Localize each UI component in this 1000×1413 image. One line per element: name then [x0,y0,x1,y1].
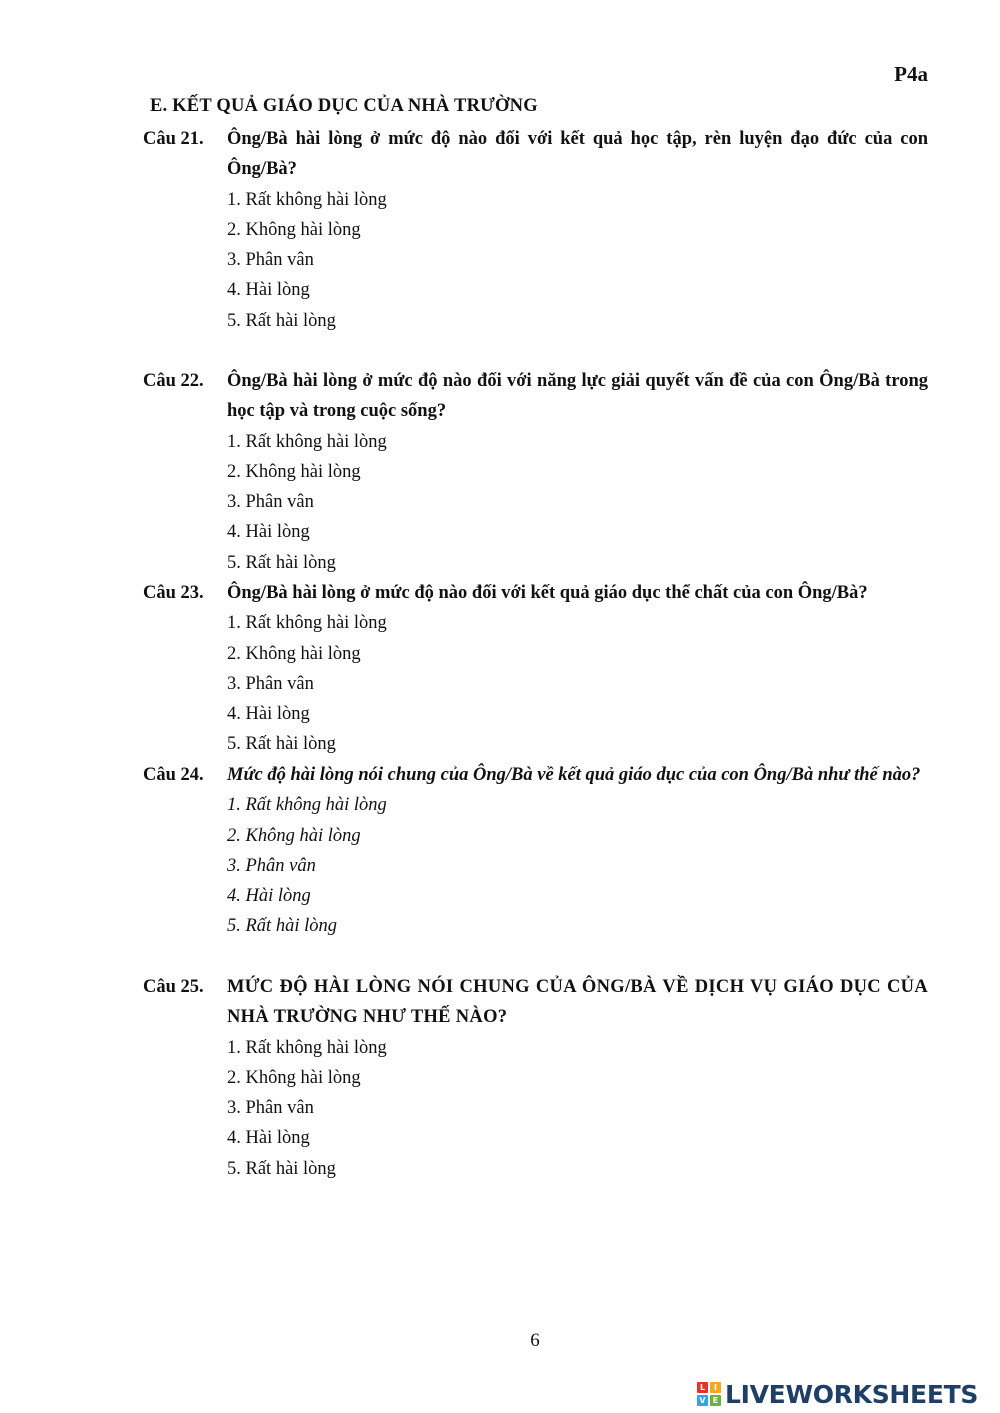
option-2[interactable]: 2. Không hài lòng [227,461,361,482]
option-3[interactable]: 3. Phân vân [227,855,316,876]
answer-options [143,185,928,336]
question-text: Ông/Bà hài lòng ở mức độ nào đối với năng lực giải quyết vấn đề của con Ông/Bà trong học tập và trong cuộc sống? [227,371,928,422]
option-2[interactable]: 2. Không hài lòng [227,1067,361,1088]
option-2[interactable]: 2. Không hài lòng [227,219,361,240]
option-3[interactable]: 3. Phân vân [227,492,314,513]
option-2[interactable]: 2. Không hài lòng [227,643,361,664]
question-21 [143,124,928,336]
liveworksheets-logo-text: LIVEWORKSHEETS [725,1379,979,1409]
logo-letter-v: V [697,1395,708,1406]
answer-options [143,608,928,759]
question-text: MỨC ĐỘ HÀI LÒNG NÓI CHUNG CỦA ÔNG/BÀ VỀ DỊCH VỤ GIÁO DỤC CỦA NHÀ TRƯỜNG NHƯ THẾ NÀO? [227,977,928,1028]
logo-letter-i: I [710,1382,721,1393]
option-4[interactable]: 4. Hài lòng [227,886,311,907]
logo-letter-e: E [710,1395,721,1406]
option-1[interactable]: 1. Rất không hài lòng [227,189,387,210]
option-4[interactable]: 4. Hài lòng [227,704,310,725]
option-5[interactable]: 5. Rất hài lòng [227,310,336,331]
question-number: Câu 24. [143,765,204,785]
logo-letter-l: L [697,1382,708,1393]
page-number: 6 [530,1330,540,1351]
question-header [143,124,928,185]
option-3[interactable]: 3. Phân vân [227,673,314,694]
question-text: Ông/Bà hài lòng ở mức độ nào đối với kết quả học tập, rèn luyện đạo đức của con Ông/Bà? [227,129,928,180]
question-header [143,760,928,790]
option-1[interactable]: 1. Rất không hài lòng [227,613,387,634]
option-1[interactable]: 1. Rất không hài lòng [227,431,387,452]
question-header [143,972,928,1033]
option-2[interactable]: 2. Không hài lòng [227,825,361,846]
question-22 [143,366,928,578]
option-5[interactable]: 5. Rất hài lòng [227,734,336,755]
question-header [143,366,928,427]
option-1[interactable]: 1. Rất không hài lòng [227,795,387,816]
answer-options [143,427,928,578]
question-number: Câu 25. [143,977,204,997]
liveworksheets-logo [697,1379,978,1409]
question-24 [143,760,928,942]
question-23 [143,578,928,760]
question-header [143,578,928,608]
option-3[interactable]: 3. Phân vân [227,250,314,271]
option-3[interactable]: 3. Phân vân [227,1098,314,1119]
page-code: P4a [894,62,928,86]
question-number: Câu 22. [143,371,204,391]
option-5[interactable]: 5. Rất hài lòng [227,1158,336,1179]
question-25 [143,972,928,1184]
option-4[interactable]: 4. Hài lòng [227,1128,310,1149]
question-number: Câu 21. [143,129,204,149]
liveworksheets-logo-icon [697,1382,721,1406]
section-title: E. KẾT QUẢ GIÁO DỤC CỦA NHÀ TRƯỜNG [150,96,538,116]
option-4[interactable]: 4. Hài lòng [227,522,310,543]
option-5[interactable]: 5. Rất hài lòng [227,552,336,573]
option-1[interactable]: 1. Rất không hài lòng [227,1037,387,1058]
question-text: Ông/Bà hài lòng ở mức độ nào đối với kết quả giáo dục thể chất của con Ông/Bà? [227,583,868,603]
answer-options [143,1033,928,1184]
option-4[interactable]: 4. Hài lòng [227,280,310,301]
option-5[interactable]: 5. Rất hài lòng [227,916,337,937]
answer-options [143,790,928,941]
question-number: Câu 23. [143,583,204,603]
question-text: Mức độ hài lòng nói chung của Ông/Bà về kết quả giáo dục của con Ông/Bà như thế nào? [227,765,921,785]
